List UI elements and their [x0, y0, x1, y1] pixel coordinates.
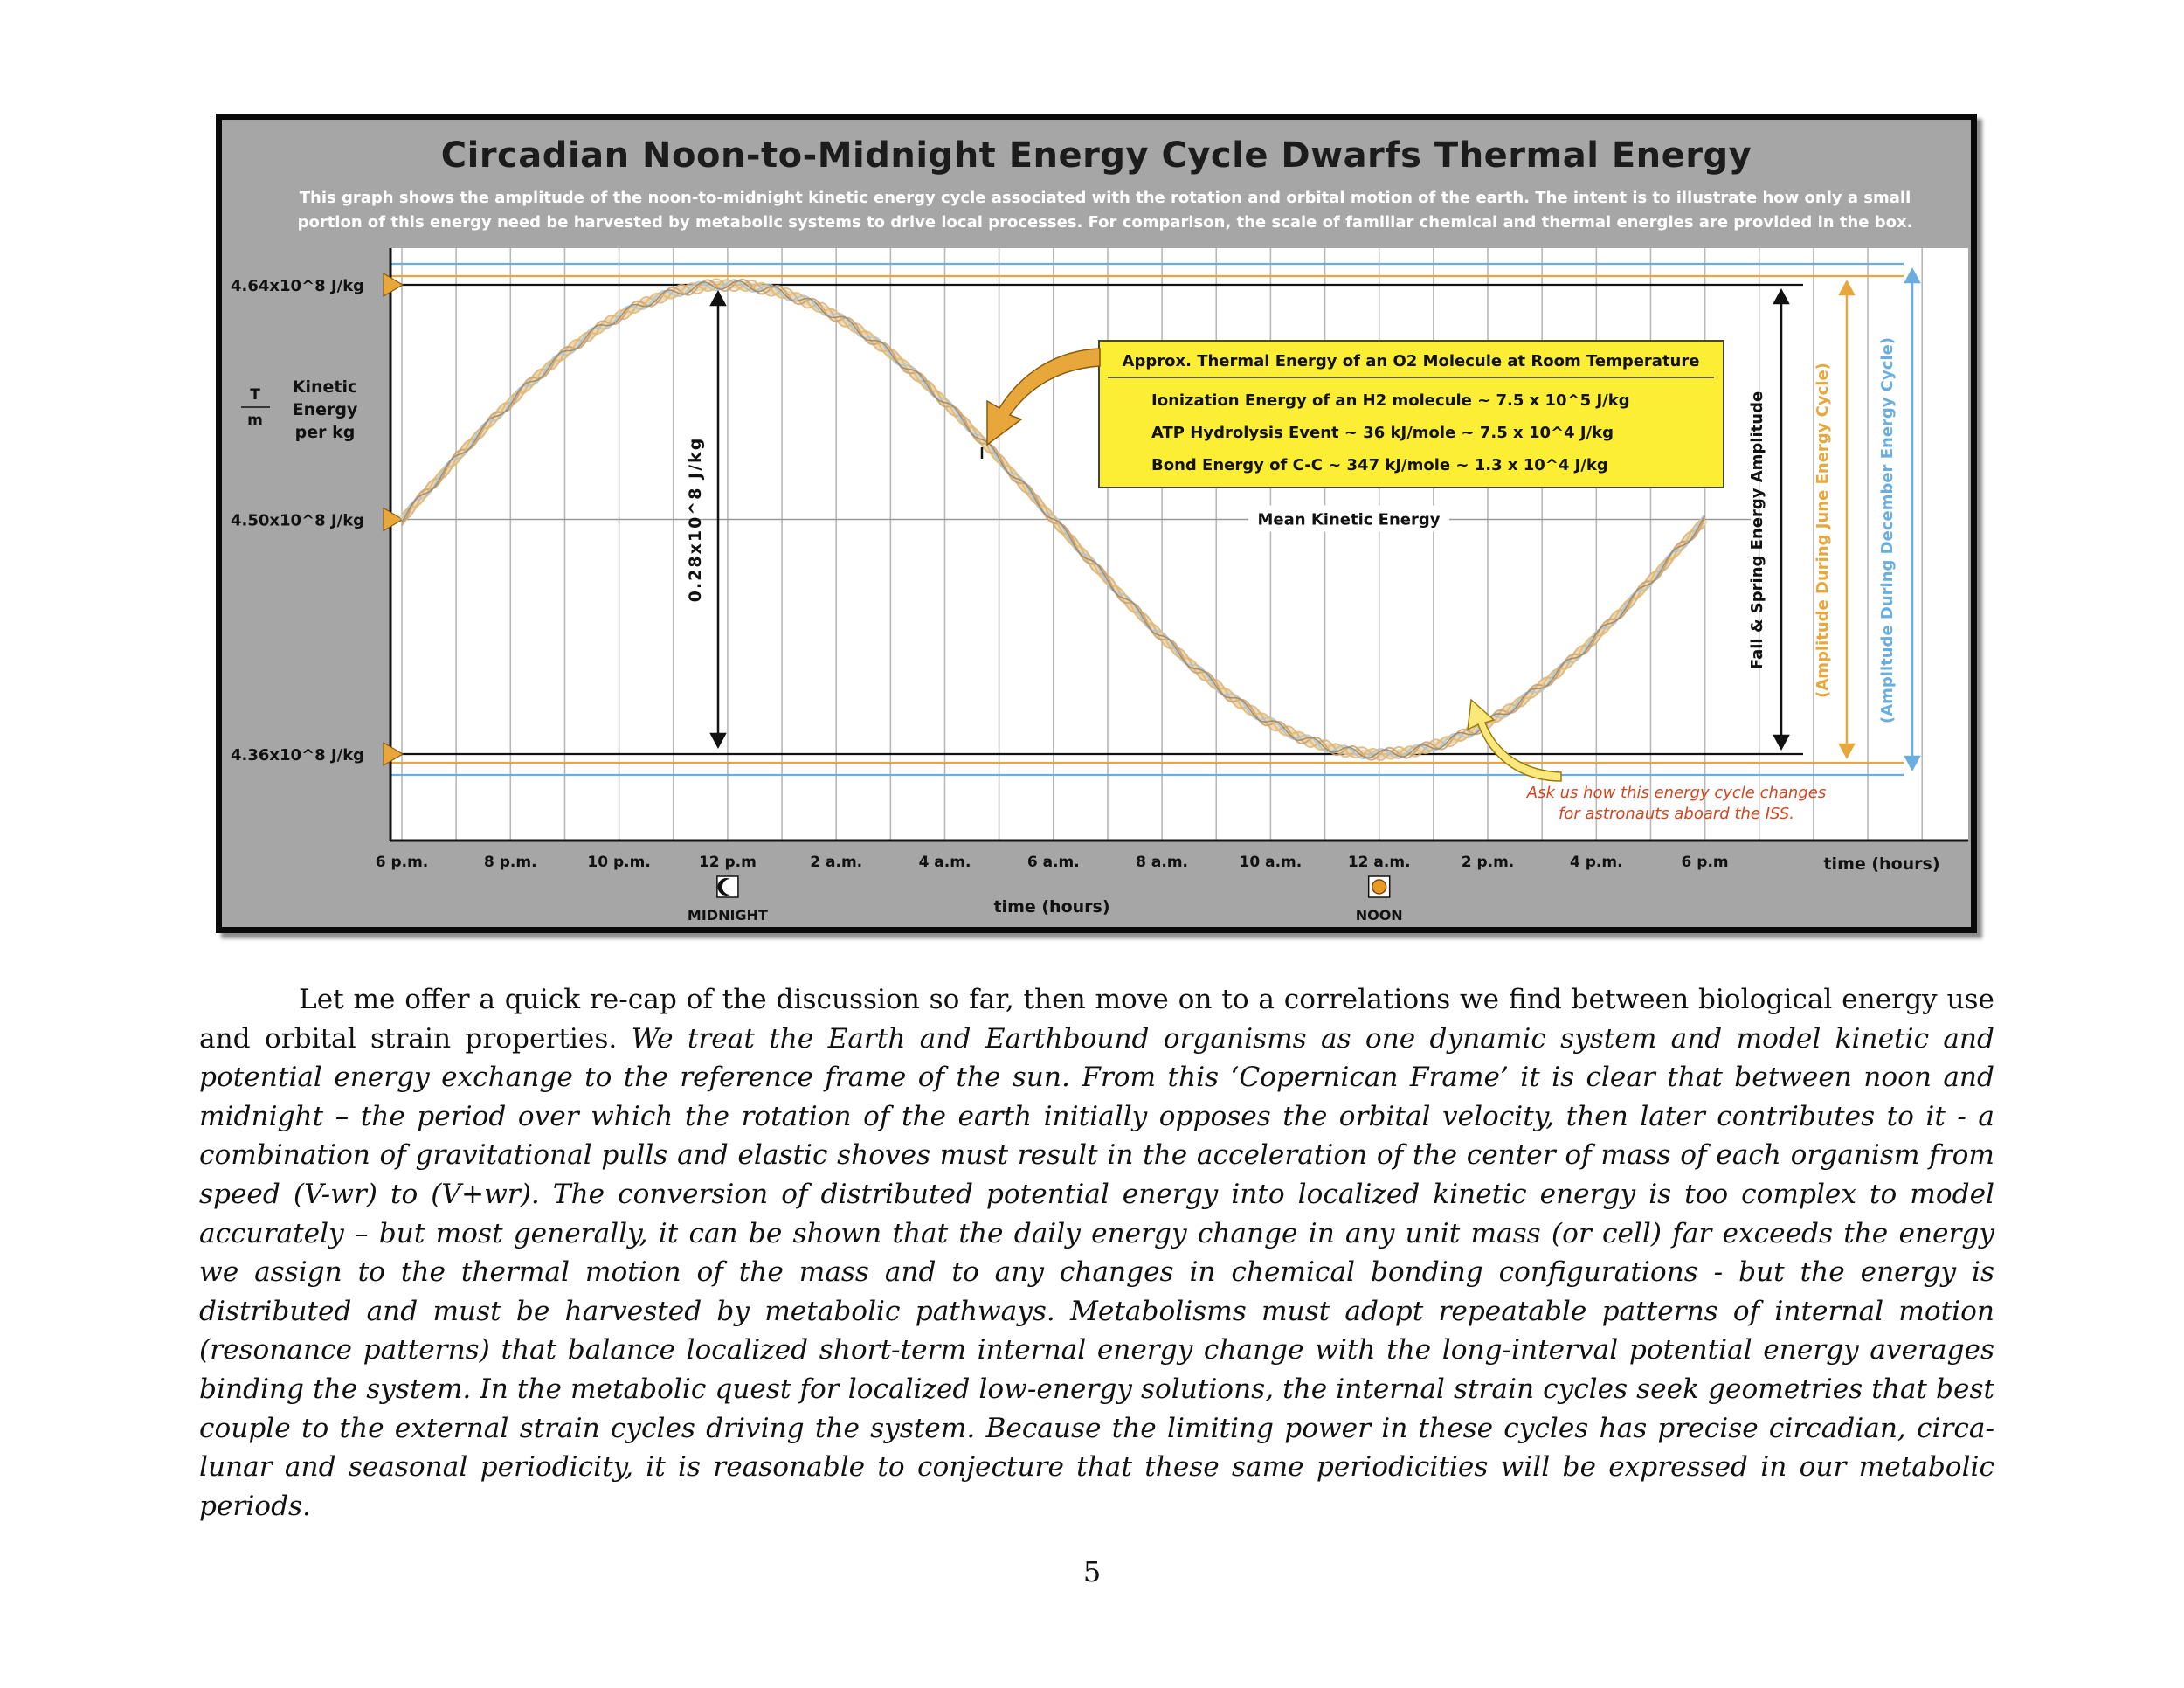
midnight-label: MIDNIGHT: [687, 907, 768, 924]
x-tick-label: 10 a.m.: [1239, 854, 1303, 871]
y-axis-symbol-m: m: [247, 412, 263, 429]
figure-caption-line-1: This graph shows the amplitude of the noon-to-midnight kinetic energy cycle associated with the rotation and orbital motion of the earth. The intent is to illustrate how only a small: [299, 189, 1911, 207]
x-tick-label: 10 p.m.: [587, 854, 651, 871]
body-paragraph-italic-text: We treat the Earth and Earthbound organisms as one dynamic system and model kinetic and potential energy exchange to the reference frame of the sun. From this ‘Copernican Frame’ it is clear that between noon and midnight – the period over which the rotation of the earth initially opposes the orbital velocity, then later contributes to it - a combination of gravitational pulls and elastic shoves must result in the acceleration of the center of mass of each organism from speed (V-wr) to (V+wr). The conversion of distributed potential energy into localized kinetic energy is too complex to model accurately – but most generally, it can be shown that the daily energy change in any unit mass (or cell) far exceeds the energy we assign to the thermal motion of the mass and to any changes in chemical bonding configurations - but the energy is distributed and must be harvested by metabolic pathways. Metabolisms must adopt repeatable patterns of internal motion (resonance patterns) that balance localized short-term internal energy change with the long-interval potential energy averages binding the system. In the metabolic quest for localized low-energy solutions, the internal strain cycles seek geometries that best couple to the external strain cycles driving the system. Because the limiting power in these cycles has precise circadian, circa-lunar and seasonal periodicity, it is reasonable to conjecture that these same periodicities will be expressed in our metabolic periods.: [199, 1022, 1994, 1522]
plot-background: [390, 248, 1968, 841]
x-tick-label: 12 p.m: [698, 854, 757, 871]
x-tick-label: 6 p.m: [1681, 854, 1729, 871]
x-axis-label-right: time (hours): [1823, 854, 1940, 874]
amplitude-label: 0.28x10^8 J/kg: [686, 436, 705, 603]
x-tick-label: 8 p.m.: [484, 854, 537, 871]
energy-cycle-chart: [222, 120, 1971, 927]
iss-note-line-2: for astronauts aboard the ISS.: [1559, 805, 1794, 823]
june-amplitude-label: (Amplitude During June Energy Cycle): [1814, 363, 1832, 698]
y-axis-label-line: per kg: [294, 423, 356, 442]
x-tick-label: 6 p.m.: [375, 854, 429, 871]
comparison-box-title: Approx. Thermal Energy of an O2 Molecule at Room Temperature: [1122, 352, 1700, 370]
x-tick-label: 2 p.m.: [1461, 854, 1515, 871]
y-axis-label-line: Kinetic: [292, 377, 358, 397]
december-amplitude-label: (Amplitude During December Energy Cycle): [1878, 336, 1897, 724]
x-tick-label: 4 p.m.: [1570, 854, 1623, 871]
figure-caption-line-2: portion of this energy need be harvested by metabolic systems to drive local processes. For comparison, the scale of familiar chemical and thermal energies are provided in the box.: [297, 213, 1913, 232]
y-tick-label: 4.64x10^8 J/kg: [231, 277, 365, 295]
x-tick-label: 2 a.m.: [810, 854, 863, 871]
comparison-box-line: Ionization Energy of an H2 molecule ~ 7.5 x 10^5 J/kg: [1151, 391, 1630, 410]
comparison-box-line: ATP Hydrolysis Event ~ 36 kJ/mole ~ 7.5 x 10^4 J/kg: [1151, 424, 1614, 442]
y-tick-label: 4.50x10^8 J/kg: [231, 511, 365, 530]
page-number: 5: [1082, 1555, 1102, 1588]
mean-kinetic-energy-label: Mean Kinetic Energy: [1257, 510, 1441, 529]
sun-disc-icon: [1372, 880, 1386, 894]
x-axis-label: time (hours): [993, 897, 1110, 917]
x-tick-label: 6 a.m.: [1026, 854, 1080, 871]
x-tick-label: 8 a.m.: [1136, 854, 1189, 871]
fall-spring-label: Fall & Spring Energy Amplitude: [1748, 391, 1766, 670]
figure-title: Circadian Noon-to-Midnight Energy Cycle Dwarfs Thermal Energy: [440, 135, 1752, 176]
y-axis-label-line: Energy: [292, 400, 358, 419]
noon-label: NOON: [1355, 907, 1403, 924]
x-tick-label: 4 a.m.: [918, 854, 971, 871]
y-tick-label: 4.36x10^8 J/kg: [231, 746, 365, 764]
body-paragraph: [199, 980, 1994, 1525]
body-paragraph-regular-text: Let me offer a quick re-cap of the discussion so far, then move on to a correlations we find between biological energy use and orbital strain properties.: [199, 984, 1994, 1055]
comparison-box-line: Bond Energy of C-C ~ 347 kJ/mole ~ 1.3 x 10^4 J/kg: [1151, 456, 1608, 474]
x-tick-label: 12 a.m.: [1347, 854, 1411, 871]
y-axis-symbol-t: T: [250, 386, 260, 404]
iss-note-line-1: Ask us how this energy cycle changes: [1526, 784, 1827, 802]
energy-cycle-figure: [216, 114, 1977, 933]
